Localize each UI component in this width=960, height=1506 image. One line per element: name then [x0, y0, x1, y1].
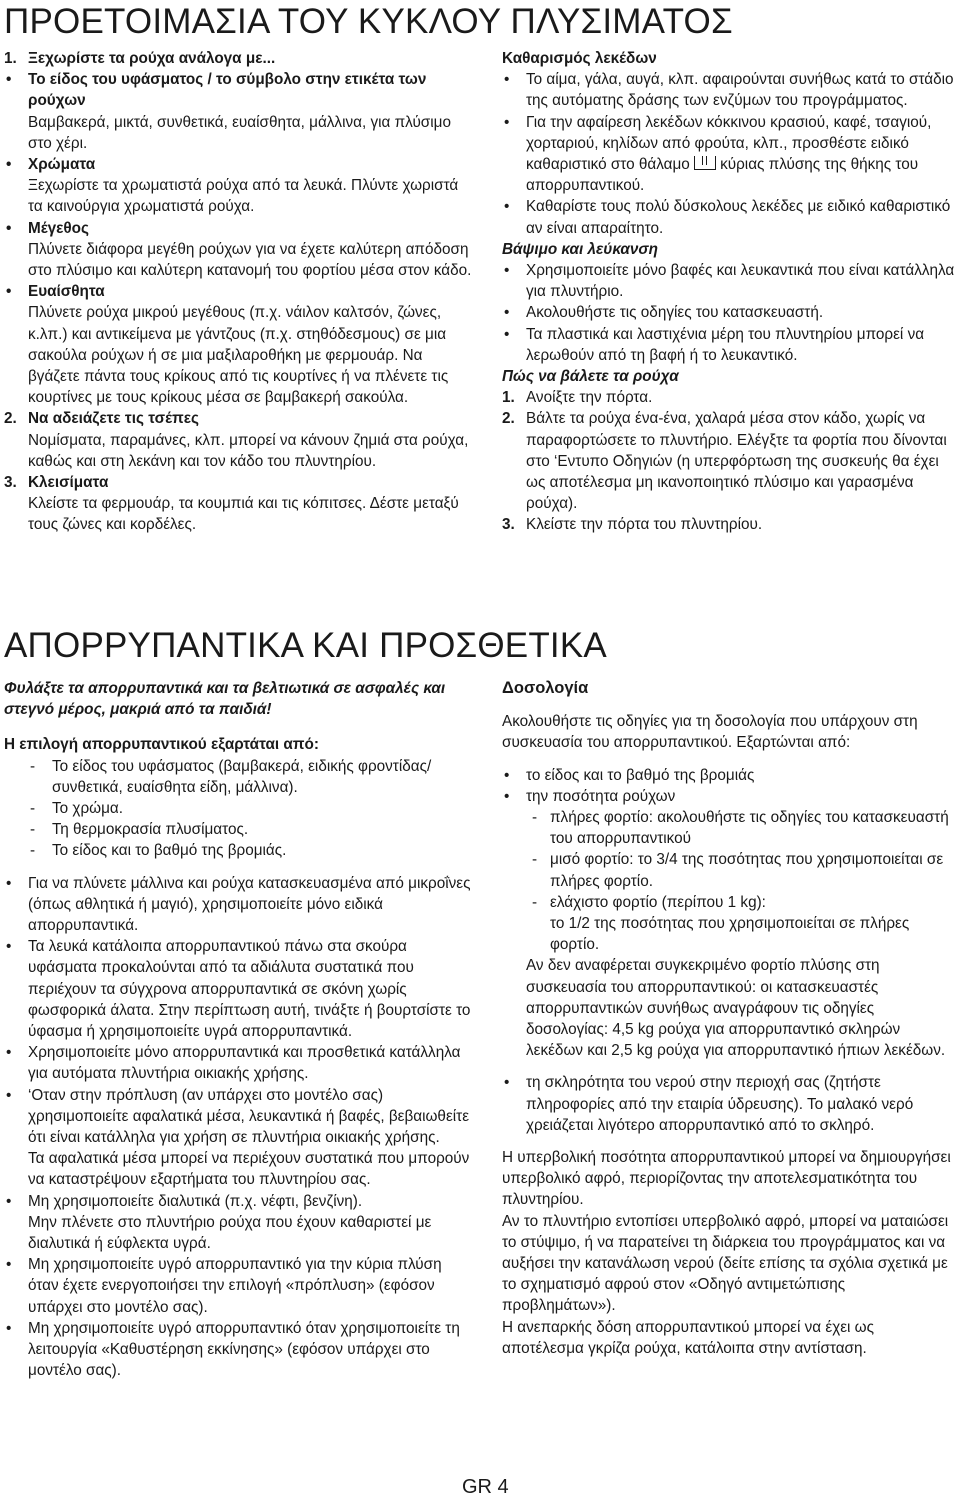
- foam-text-3: Η ανεπαρκής δόση απορρυπαντικού μπορεί να έχει ως αποτέλεσμα γκρίζα ρούχα, κατάλοιπα στην αντίσταση.: [502, 1318, 875, 1357]
- dye-item-2: • Ακολουθήστε τις οδηγίες του κατασκευαστή.: [502, 302, 958, 323]
- detergent-bullet-1: • Για να πλύνετε μάλλινα και ρούχα κατασκευασμένα από μικροΐνες (όπως αθλητικά ή μαγιό), χρησιμοποιείτε μόνο ειδικά απορρυπαντικά.: [4, 873, 474, 937]
- dosage-dep-2: • την ποσότητα ρούχων: [502, 786, 958, 807]
- dosage-dep-1: • το είδος και το βαθμό της βρομιάς: [502, 765, 958, 786]
- dye-title: Βάψιμο και λεύκανση: [502, 240, 658, 258]
- concentrated-note: Αν δεν αναφέρεται συγκεκριμένο φορτίο πλύσης στη συσκευασία του απορρυπαντικού: οι κατασκευαστές απορρυπαντικών συνήθως αναγράφουν τις οδηγίες δοσολογίας: 4,5 kg ρούχα για απορρυπαντικό σκληρών λεκέδων και 2,5 kg ρούχα για απορρυπαντικό ήπιων λεκέδων.: [526, 957, 946, 1060]
- colors-text: Ξεχωρίστε τα χρωματιστά ρούχα από τα λευκά. Πλύντε χωριστά τα καινούργια χρωματιστά ρούχα.: [28, 177, 459, 216]
- fabric-title: • Το είδος του υφάσματος / το σύμβολο στην ετικέτα των ρούχων: [4, 69, 474, 111]
- choice-item-4: - Το είδος και το βαθμό της βρομιάς.: [4, 840, 474, 861]
- step-1: 1. Ξεχωρίστε τα ρούχα ανάλογα με...: [4, 50, 276, 67]
- half-load: - μισό φορτίο: το 3/4 της ποσότητας που χρησιμοποιείται σε πλήρες φορτίο.: [502, 849, 958, 891]
- size-title: • Μέγεθος: [4, 218, 474, 239]
- step-2-title: Να αδειάζετε τις τσέπες: [28, 410, 199, 428]
- step-2-text: Νομίσματα, παραμάνες, κλπ. μπορεί να κάνουν ζημιά στα ρούχα, καθώς και στη λεκάνη και τον κάδο του πλυντηρίου.: [28, 431, 469, 470]
- step-1-title: Ξεχωρίστε τα ρούχα ανάλογα με...: [28, 50, 276, 67]
- detergent-bullet-3: • Χρησιμοποιείτε μόνο απορρυπαντικά και προσθετικά κατάλληλα για αυτόματα πλυντήρια οικιακής χρήσης.: [4, 1042, 474, 1084]
- dye-item-3: • Τα πλαστικά και λαστιχένια μέρη του πλυντηρίου μπορεί να λερωθούν από τη βαφή ή το λευκαντικό.: [502, 324, 958, 366]
- detergent-bullet-7: • Μη χρησιμοποιείτε υγρό απορρυπαντικό όταν χρησιμοποιείτε τη λειτουργία «Καθυστέρηση εκκίνησης» (εφόσον υπάρχει στο μοντέλο σας).: [4, 1318, 474, 1382]
- stains-item-3: • Καθαρίστε τους πολύ δύσκολους λεκέδες με ειδικό καθαριστικό αν είναι απαραίτητο.: [502, 196, 958, 238]
- choice-item-3: - Τη θερμοκρασία πλυσίματος.: [4, 819, 474, 840]
- choice-item-1: - Το είδος του υφάσματος (βαμβακερά, ειδικής φροντίδας/συνθετικά, ευαίσθητα είδη, μάλλινα).: [4, 756, 474, 798]
- dosage-dep-3: • τη σκληρότητα του νερού στην περιοχή σας (ζητήστε πληροφορίες από την εταιρία ύδρευσης). Το μαλακό νερό χρειάζεται λιγότερο απορρυπαντικό από το σκληρό.: [502, 1072, 958, 1136]
- load-step-2: 2. Βάλτε τα ρούχα ένα-ένα, χαλαρά μέσα στον κάδο, χωρίς να παραφορτώσετε το πλυντήριο. Ελέγξτε τα φορτία που δίνονται στο ‘Εντυπο Οδηγιών (η υπερφόρτωση της συσκευής θα έχει ως αποτέλεσμα μη ικανοποιητικό πλύσιμο και γαρασμένα ρούχα).: [502, 410, 947, 513]
- delicate-title: • Ευαίσθητα: [4, 281, 474, 302]
- load-step-3: 3. Κλείστε την πόρτα του πλυντηρίου.: [502, 516, 763, 534]
- step-2: 2. Να αδειάζετε τις τσέπες: [4, 410, 199, 428]
- foam-text-2: Αν το πλυντήριο εντοπίσει υπερβολικό αφρό, μπορεί να ματαιώσει το στύψιμο, ή να παρατείνει τη διάρκεια του προγράμματος και να αυξήσει την κατανάλωση νερού (δείτε επίσης τα σχόλια σχετικά με το σχηματισμό αφρού στον «Οδηγό αντιμετώπισης προβλημάτων»).: [502, 1212, 949, 1315]
- stains-item-1: • Το αίμα, γάλα, αυγά, κλπ. αφαιρούνται συνήθως κατά το στάδιο της αυτόματης δράσης των ενζύμων του προγράμματος.: [502, 69, 958, 111]
- step-3-title: Κλεισίματα: [28, 474, 109, 492]
- detergent-bullet-6: • Μη χρησιμοποιείτε υγρό απορρυπαντικό για την κύρια πλύση όταν έχετε ενεργοποιήσει την επιλογή «πρόπλυση» (εφόσον υπάρχει στο μοντέλο σας).: [4, 1254, 474, 1318]
- fabric-text: Βαμβακερά, μικτά, συνθετικά, ευαίσθητα, μάλλινα, για πλύσιμο στο χέρι.: [28, 113, 451, 152]
- load-step-1: 1. Ανοίξτε την πόρτα.: [502, 389, 653, 407]
- choice-title: Η επιλογή απορρυπαντικού εξαρτάται από:: [4, 736, 319, 754]
- title-detergents: ΑΠΟΡΡΥΠΑΝΤΙΚΑ ΚΑΙ ΠΡΟΣΘΕΤΙΚΑ: [4, 626, 607, 665]
- colors-title: • Χρώματα: [4, 154, 474, 175]
- safety-warning: Φυλάξτε τα απορρυπαντικά και τα βελτιωτικά σε ασφαλές και στεγνό μέρος, μακριά από τα παιδιά!: [4, 680, 446, 719]
- stains-item-2: • Για την αφαίρεση λεκέδων κόκκινου κρασιού, καφέ, τσαγιού, χορταριού, κηλίδων από φρούτα, κλπ., προσθέστε ειδικό καθαριστικό στο θάλαμο κύριας πλύσης της θήκης του απορρυπαντικού.: [502, 112, 958, 197]
- size-text: Πλύνετε διάφορα μεγέθη ρούχων για να έχετε καλύτερη απόδοση στο πλύσιμο και καλύτερη κατανομή του φορτίου μέσα στον κάδο.: [28, 240, 472, 280]
- choice-item-2: - Το χρώμα.: [4, 798, 474, 819]
- load-title: Πώς να βάλετε τα ρούχα: [502, 368, 679, 386]
- column-preparation-right: [502, 48, 958, 536]
- page-number: GR 4: [462, 1476, 509, 1498]
- dye-item-1: • Χρησιμοποιείτε μόνο βαφές και λευκαντικά που είναι κατάλληλα για πλυντήριο.: [502, 260, 958, 302]
- delicate-text: Πλύνετε ρούχα μικρού μεγέθους (π.χ. νάιλον καλτσόν, ζώνες, κ.λπ.) και αντικείμενα με γάντζους (π.χ. στηθόδεσμους) σε μια σακούλα ρούχων ή σε μια μαξιλαροθήκη με φερμουάρ. Να βγάζετε πάντα τους κρίκους από τις κουρτίνες ή να πλένετε τις κουρτίνες με τους κρίκους μέσα σε βαμβακερή σακούλα.: [28, 304, 449, 407]
- step-3: 3. Κλεισίματα: [4, 474, 109, 492]
- column-detergents-right: [502, 678, 958, 1359]
- full-load: - πλήρες φορτίο: ακολουθήστε τις οδηγίες του κατασκευαστή του απορρυπαντικού: [502, 807, 958, 849]
- step-3-text: Κλείστε τα φερμουάρ, τα κουμπιά και τις κόπιτσες. Δέστε μεταξύ τους ζώνες και κορδέλες.: [28, 495, 459, 534]
- detergent-bullet-5-note: Μην πλένετε στο πλυντήριο ρούχα που έχουν καθαριστεί με διαλυτικά ή εύφλεκτα υγρά.: [28, 1213, 432, 1253]
- dosage-title: Δοσολογία: [502, 679, 589, 697]
- detergent-bullet-4-note: Τα αφαλατικά μέσα μπορεί να περιέχουν συστατικά που μπορούν να καταστρέψουν εξαρτήματα του πλυντηρίου σας.: [28, 1150, 470, 1189]
- min-load: - ελάχιστο φορτίο (περίπου 1 kg):: [502, 892, 958, 913]
- stains-title: Καθαρισμός λεκέδων: [502, 50, 657, 67]
- detergent-bullet-5: • Μη χρησιμοποιείτε διαλυτικά (π.χ. νέφτι, βενζίνη).: [4, 1191, 474, 1212]
- foam-text-1: Η υπερβολική ποσότητα απορρυπαντικού μπορεί να δημιουργήσει υπερβολικό αφρό, περιορίζοντας την αποτελεσματικότητα του πλυντηρίου.: [502, 1149, 951, 1209]
- detergent-bullet-4: • ‘Οταν στην πρόπλυση (αν υπάρχει στο μοντέλο σας) χρησιμοποιείτε αφαλατικά μέσα, λευκαντικά ή βαφές, βεβαιωθείτε ότι είναι κατάλληλα για χρήση σε πλυντήρια οικιακής χρήσης.: [4, 1085, 474, 1149]
- column-preparation-left: [4, 48, 474, 536]
- title-preparation: ΠΡΟΕΤΟΙΜΑΣΙΑ ΤΟΥ ΚΥΚΛΟΥ ΠΛΥΣΙΜΑΤΟΣ: [4, 2, 733, 41]
- detergent-bullet-2: • Τα λευκά κατάλοιπα απορρυπαντικού πάνω στα σκούρα υφάσματα προκαλούνται από τα αδιάλυτα συστατικά που περιέχουν τα σύγχρονα απορρυπαντικά σε σκόνη χωρίς φωσφορικά άλατα. Στην περίπτωση αυτή, τινάξτε ή βουρτσίστε το ύφασμα ή χρησιμοποιείτε υγρά απορρυπαντικά.: [4, 936, 474, 1042]
- column-detergents-left: [4, 678, 474, 1382]
- main-wash-compartment-icon: [694, 156, 716, 170]
- min-load-amount: το 1/2 της ποσότητας που χρησιμοποιείται σε πλήρες φορτίο.: [550, 915, 910, 954]
- dosage-intro: Ακολουθήστε τις οδηγίες για τη δοσολογία που υπάρχουν στη συσκευασία του απορρυπαντικού. Εξαρτώνται από:: [502, 713, 918, 752]
